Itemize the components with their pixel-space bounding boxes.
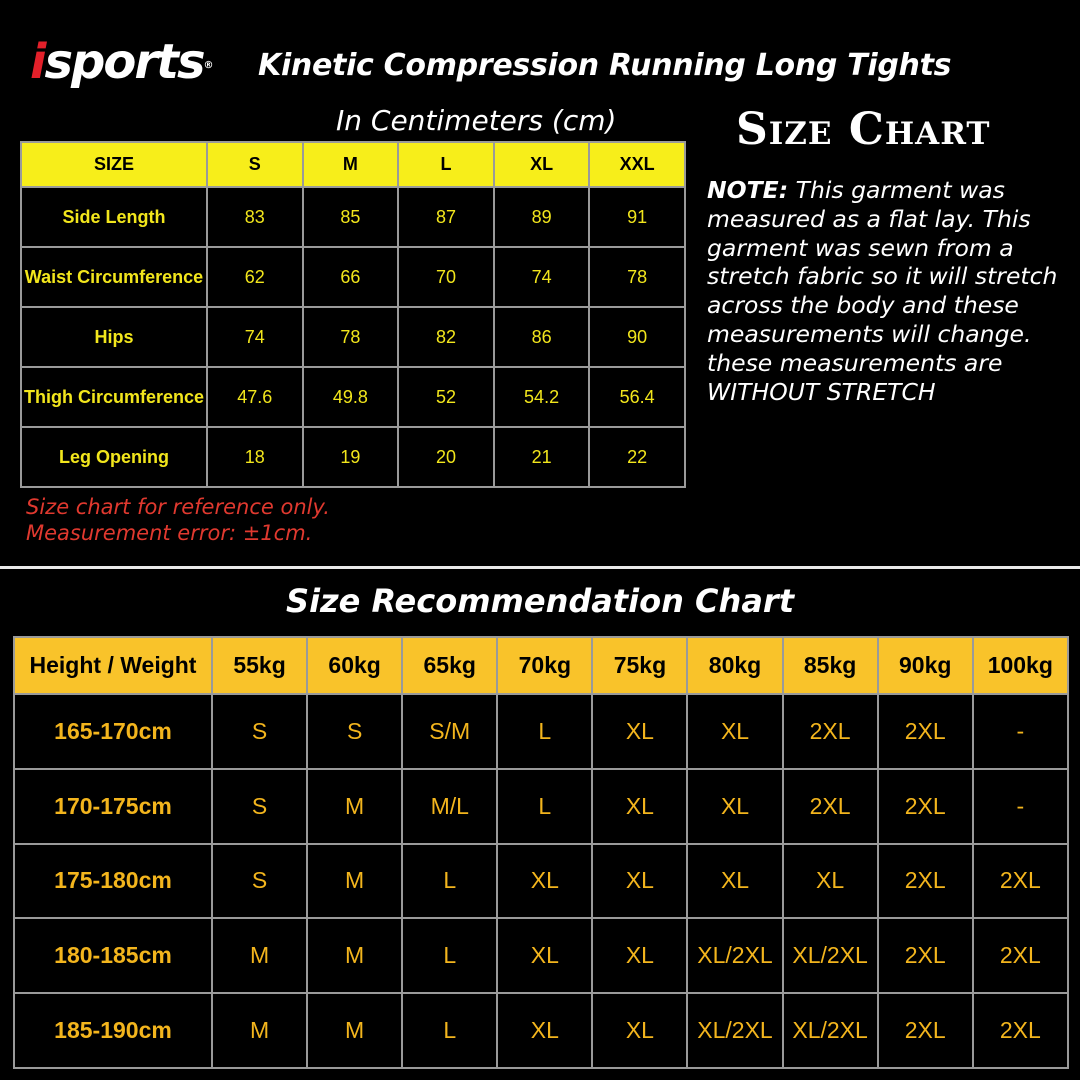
recommendation-cell: XL/2XL [783, 993, 878, 1068]
measurements-cell: 62 [207, 247, 303, 307]
recommendation-column-header: 65kg [402, 637, 497, 694]
unit-caption: In Centimeters (cm) [336, 104, 617, 137]
recommendation-row [14, 694, 1068, 769]
measurements-table [20, 141, 686, 488]
recommendation-table [13, 636, 1069, 1069]
recommendation-cell: 2XL [878, 844, 973, 919]
measurements-column-header: SIZE [21, 142, 207, 187]
recommendation-cell: S/M [402, 694, 497, 769]
measurements-cell: 66 [303, 247, 399, 307]
measurements-row [21, 427, 685, 487]
measurements-cell: 78 [303, 307, 399, 367]
recommendation-cell: L [497, 769, 592, 844]
recommendation-row-label: 180-185cm [14, 918, 212, 993]
measurements-column-header: XL [494, 142, 590, 187]
recommendation-cell: S [307, 694, 402, 769]
recommendation-row [14, 844, 1068, 919]
size-chart-heading: Size Chart [736, 104, 991, 155]
recommendation-column-header: Height / Weight [14, 637, 212, 694]
measurements-cell: 74 [494, 247, 590, 307]
note-emphasis: WITHOUT STRETCH [707, 377, 936, 406]
recommendation-header-row [14, 637, 1068, 694]
recommendation-cell: 2XL [878, 694, 973, 769]
recommendation-cell: L [497, 694, 592, 769]
recommendation-cell: XL [592, 993, 687, 1068]
recommendation-column-header: 80kg [687, 637, 782, 694]
measurements-header-row [21, 142, 685, 187]
measurements-cell: 22 [589, 427, 685, 487]
note-label: NOTE: [707, 176, 789, 204]
measurements-cell: 74 [207, 307, 303, 367]
recommendation-column-header: 55kg [212, 637, 307, 694]
recommendation-cell: - [973, 769, 1068, 844]
measurements-cell: 19 [303, 427, 399, 487]
brand-logo [30, 36, 214, 88]
recommendation-cell: 2XL [783, 694, 878, 769]
recommendation-cell: XL/2XL [783, 918, 878, 993]
measurements-column-header: M [303, 142, 399, 187]
recommendation-cell: XL [687, 769, 782, 844]
recommendation-cell: M [307, 918, 402, 993]
recommendation-row [14, 918, 1068, 993]
recommendation-cell: 2XL [783, 769, 878, 844]
recommendation-cell: XL [687, 694, 782, 769]
recommendation-row-label: 175-180cm [14, 844, 212, 919]
recommendation-cell: M/L [402, 769, 497, 844]
measurements-row [21, 247, 685, 307]
recommendation-cell: XL [497, 993, 592, 1068]
recommendation-cell: S [212, 694, 307, 769]
measurements-cell: 86 [494, 307, 590, 367]
measurements-header [21, 142, 685, 187]
recommendation-cell: XL [592, 694, 687, 769]
measurements-cell: 82 [398, 307, 494, 367]
recommendation-column-header: 85kg [783, 637, 878, 694]
recommendation-cell: 2XL [973, 918, 1068, 993]
recommendation-cell: 2XL [973, 993, 1068, 1068]
recommendation-cell: - [973, 694, 1068, 769]
section-divider [0, 566, 1080, 569]
recommendation-title: Size Recommendation Chart [286, 582, 794, 620]
recommendation-cell: XL/2XL [687, 918, 782, 993]
measurements-cell: 56.4 [589, 367, 685, 427]
recommendation-cell: L [402, 844, 497, 919]
measurements-cell: 47.6 [207, 367, 303, 427]
recommendation-cell: XL [592, 769, 687, 844]
recommendation-cell: S [212, 769, 307, 844]
measurements-cell: 85 [303, 187, 399, 247]
recommendation-column-header: 90kg [878, 637, 973, 694]
measurements-cell: 21 [494, 427, 590, 487]
recommendation-row-label: 185-190cm [14, 993, 212, 1068]
measurements-body [21, 187, 685, 487]
product-title: Kinetic Compression Running Long Tights [258, 48, 952, 83]
recommendation-cell: XL [497, 844, 592, 919]
disclaimer-line-1: Size chart for reference only. [26, 495, 330, 519]
measurements-row-label: Side Length [21, 187, 207, 247]
disclaimer-line-2: Measurement error: ±1cm. [26, 521, 313, 545]
measurements-row-label: Leg Opening [21, 427, 207, 487]
measurements-column-header: S [207, 142, 303, 187]
garment-note [707, 176, 1077, 406]
measurements-cell: 20 [398, 427, 494, 487]
recommendation-cell: L [402, 918, 497, 993]
measurements-cell: 90 [589, 307, 685, 367]
measurements-row [21, 307, 685, 367]
recommendation-cell: S [212, 844, 307, 919]
recommendation-row [14, 769, 1068, 844]
registered-mark: ® [203, 60, 214, 71]
recommendation-row-label: 170-175cm [14, 769, 212, 844]
recommendation-cell: M [307, 844, 402, 919]
measurements-cell: 89 [494, 187, 590, 247]
recommendation-column-header: 100kg [973, 637, 1068, 694]
recommendation-cell: 2XL [973, 844, 1068, 919]
measurements-cell: 83 [207, 187, 303, 247]
recommendation-cell: XL [687, 844, 782, 919]
recommendation-cell: XL [592, 918, 687, 993]
recommendation-cell: M [307, 769, 402, 844]
recommendation-header [14, 637, 1068, 694]
measurements-cell: 87 [398, 187, 494, 247]
note-text: This garment was measured as a flat lay. This garment was sewn from a stretch fabric so it will stretch across the body and these measurements will change. these measurements are [707, 176, 1058, 377]
recommendation-cell: 2XL [878, 769, 973, 844]
measurements-column-header: L [398, 142, 494, 187]
recommendation-cell: M [212, 918, 307, 993]
recommendation-cell: XL [592, 844, 687, 919]
measurements-cell: 18 [207, 427, 303, 487]
measurements-cell: 54.2 [494, 367, 590, 427]
recommendation-column-header: 60kg [307, 637, 402, 694]
recommendation-cell: XL [497, 918, 592, 993]
recommendation-cell: L [402, 993, 497, 1068]
measurements-cell: 52 [398, 367, 494, 427]
measurements-cell: 70 [398, 247, 494, 307]
measurements-cell: 78 [589, 247, 685, 307]
brand-logo-name: sports [44, 34, 204, 90]
measurements-row-label: Thigh Circumference [21, 367, 207, 427]
measurements-cell: 91 [589, 187, 685, 247]
recommendation-row-label: 165-170cm [14, 694, 212, 769]
recommendation-row [14, 993, 1068, 1068]
recommendation-cell: 2XL [878, 918, 973, 993]
measurements-cell: 49.8 [303, 367, 399, 427]
measurements-row [21, 367, 685, 427]
measurements-column-header: XXL [589, 142, 685, 187]
recommendation-body [14, 694, 1068, 1068]
measurements-row-label: Hips [21, 307, 207, 367]
recommendation-cell: M [307, 993, 402, 1068]
recommendation-cell: XL/2XL [687, 993, 782, 1068]
measurements-row-label: Waist Circumference [21, 247, 207, 307]
recommendation-cell: 2XL [878, 993, 973, 1068]
recommendation-column-header: 75kg [592, 637, 687, 694]
recommendation-cell: M [212, 993, 307, 1068]
recommendation-cell: XL [783, 844, 878, 919]
brand-logo-prefix: i [30, 34, 45, 90]
measurements-row [21, 187, 685, 247]
recommendation-column-header: 70kg [497, 637, 592, 694]
disclaimer [26, 494, 330, 546]
